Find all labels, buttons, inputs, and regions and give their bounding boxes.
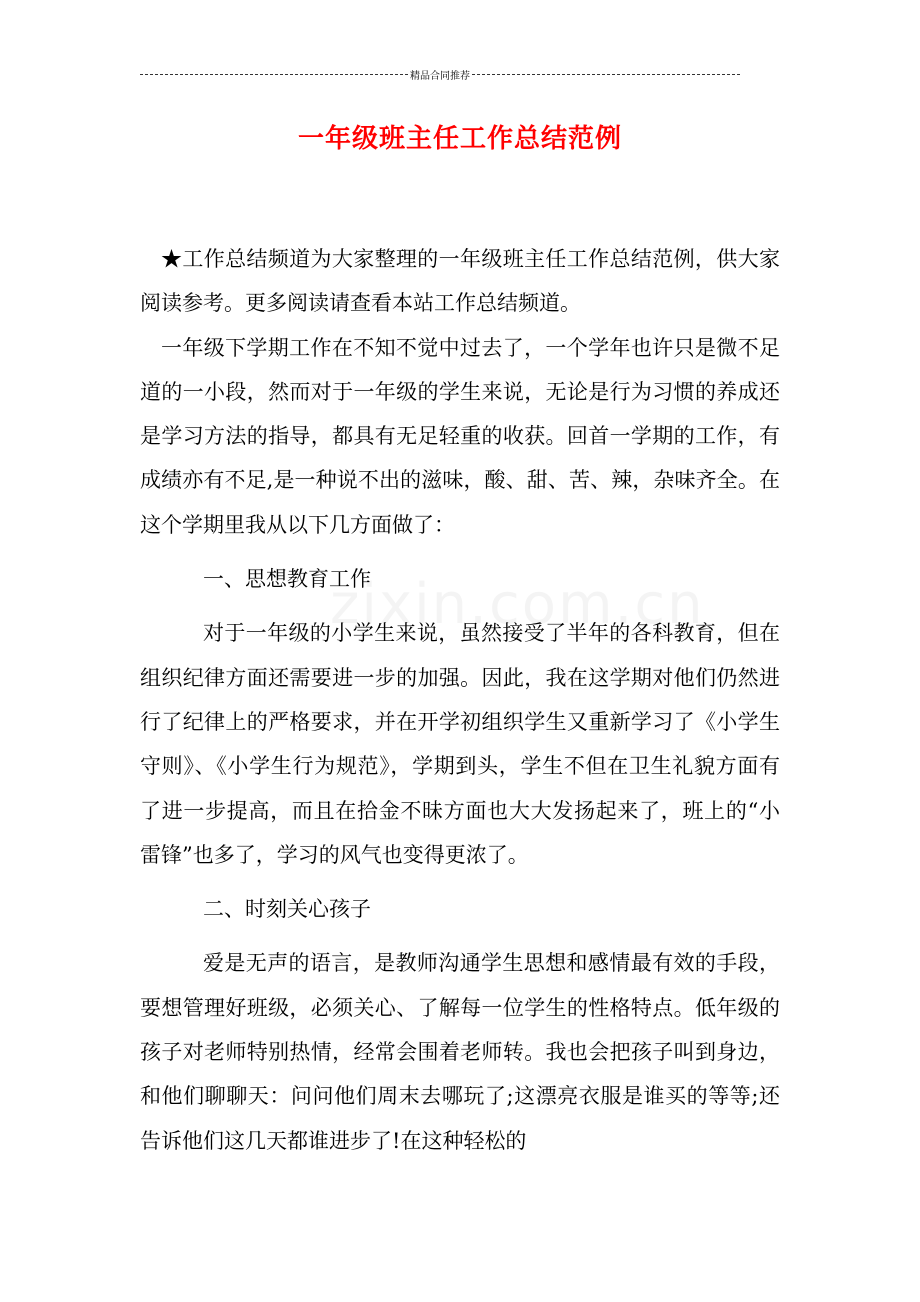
section-heading: 一、思想教育工作 <box>203 567 371 592</box>
page-header <box>140 66 740 82</box>
intro-paragraph: ★工作总结频道为大家整理的一年级班主任工作总结范例，供大家阅读参考。更多阅读请查看本站工作总结频道。 <box>140 247 780 316</box>
body-paragraph: 爱是无声的语言，是教师沟通学生思想和感情最有效的手段，要想管理好班级，必须关心、了解每一位学生的性格特点。低年级的孩子对老师特别热情，经常会围着老师转。我也会把孩子叫到身边，和他们聊聊天：问问他们周末去哪玩了;这漂亮衣服是谁买的等等;还告诉他们这几天都谁进步了!在这种轻松的 <box>140 951 780 1153</box>
section-heading: 二、时刻关心孩子 <box>203 897 371 922</box>
document-body <box>140 237 780 1163</box>
header-dash-left <box>140 74 408 75</box>
body-paragraph: 一年级下学期工作在不知不觉中过去了，一个学年也许只是微不足道的一小段，然而对于一年级的学生来说，无论是行为习惯的养成还是学习方法的指导，都具有无足轻重的收获。回首一学期的工作，有成绩亦有不足,是一种说不出的滋味，酸、甜、苦、辣，杂味齐全。在这个学期里我从以下几方面做了： <box>140 335 780 537</box>
document-title: 一年级班主任工作总结范例 <box>297 124 622 154</box>
header-dash-right <box>472 74 740 75</box>
body-paragraph: 对于一年级的小学生来说，虽然接受了半年的各科教育，但在组织纪律方面还需要进一步的加强。因此，我在这学期对他们仍然进行了纪律上的严格要求，并在开学初组织学生又重新学习了《小学生守则》、《小学生行为规范》，学期到头，学生不但在卫生礼貌方面有了进一步提高，而且在拾金不昧方面也大大发扬起来了，班上的“小雷锋”也多了，学习的风气也变得更浓了。 <box>140 621 780 867</box>
header-label: 精品合同推荐 <box>410 70 470 82</box>
